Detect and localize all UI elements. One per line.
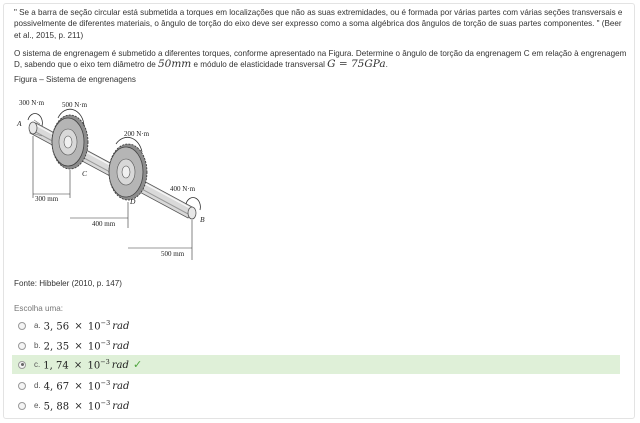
torque-d-label: 200 N·m [124, 130, 150, 138]
answer-option-b[interactable] [12, 336, 620, 355]
torque-a-label: 300 N·m [19, 99, 45, 107]
option-value: 4, $67 \times 10^{-3}$ rad [43, 378, 130, 393]
answer-option-d[interactable] [12, 376, 620, 395]
option-letter: a. [34, 321, 41, 330]
modulus-value: G = 75GPa [327, 58, 386, 71]
answer-option-e[interactable] [12, 396, 620, 415]
shaft-end-b [188, 207, 196, 219]
option-value: 1, $74 \times 10^{-3}$ rad [43, 357, 129, 372]
question-card [3, 3, 635, 419]
radio-c[interactable] [18, 361, 26, 369]
gear-d-label: D [130, 197, 136, 206]
option-letter: d. [34, 381, 41, 390]
gear-c [52, 115, 88, 169]
gear-c-label: C [82, 169, 88, 178]
option-letter: b. [34, 341, 41, 350]
problem-text-2: e módulo de elasticidade transversal [191, 60, 328, 70]
point-a-label: A [17, 119, 22, 128]
option-value: 2, $35 \times 10^{-3}$ rad [43, 338, 130, 353]
torque-c-label: 500 N·m [62, 101, 88, 109]
figure-caption: Figura – Sistema de engrenagens [14, 75, 136, 84]
problem-text-1: O sistema de engrenagem é submetido a diferentes torques, conforme apresentado na Figura. Determine o ângulo de torção da engrenagem C em relação à engrenagem D, sabendo que o eixo tem diâmetro de [14, 49, 627, 70]
quote-text: " Se a barra de seção circular está submetida a torques em localizações que não as suas extremidades, ou é formada por várias partes com várias seções transversais e possivelmente de diferentes materiais, o ângulo de torção do eixo deve ser expresso como a soma algébrica dos ângulos de torção de suas partes componentes. " (Beer et al., 2015, p. 211) [14, 8, 623, 40]
answer-option-c[interactable] [12, 355, 620, 374]
option-value: 3, $56 \times 10^{-3}$ rad [43, 318, 130, 333]
diameter-value: 50mm [157, 58, 192, 71]
option-letter: e. [34, 401, 41, 410]
problem-statement [14, 48, 630, 71]
gear-d [109, 144, 147, 200]
radio-d[interactable] [18, 382, 26, 390]
point-b-label: B [200, 215, 205, 224]
correct-check-icon: ✓ [132, 359, 143, 371]
dimension-300-label: 300 mm [35, 195, 59, 203]
choose-prompt: Escolha uma: [14, 304, 64, 313]
torque-b-label: 400 N·m [170, 185, 196, 193]
figure-source: Fonte: Hibbeler (2010, p. 147) [14, 279, 122, 288]
dimension-500-label: 500 mm [161, 250, 185, 258]
gear-system-figure [14, 90, 209, 276]
dimension-400-label: 400 mm [92, 220, 116, 228]
answer-option-a[interactable] [12, 316, 620, 335]
radio-e[interactable] [18, 402, 26, 410]
radio-a[interactable] [18, 322, 26, 330]
radio-b[interactable] [18, 342, 26, 350]
option-letter: c. [34, 360, 41, 369]
option-value: 5, $88 \times 10^{-3}$ rad [43, 398, 130, 413]
problem-end: . [385, 60, 388, 70]
